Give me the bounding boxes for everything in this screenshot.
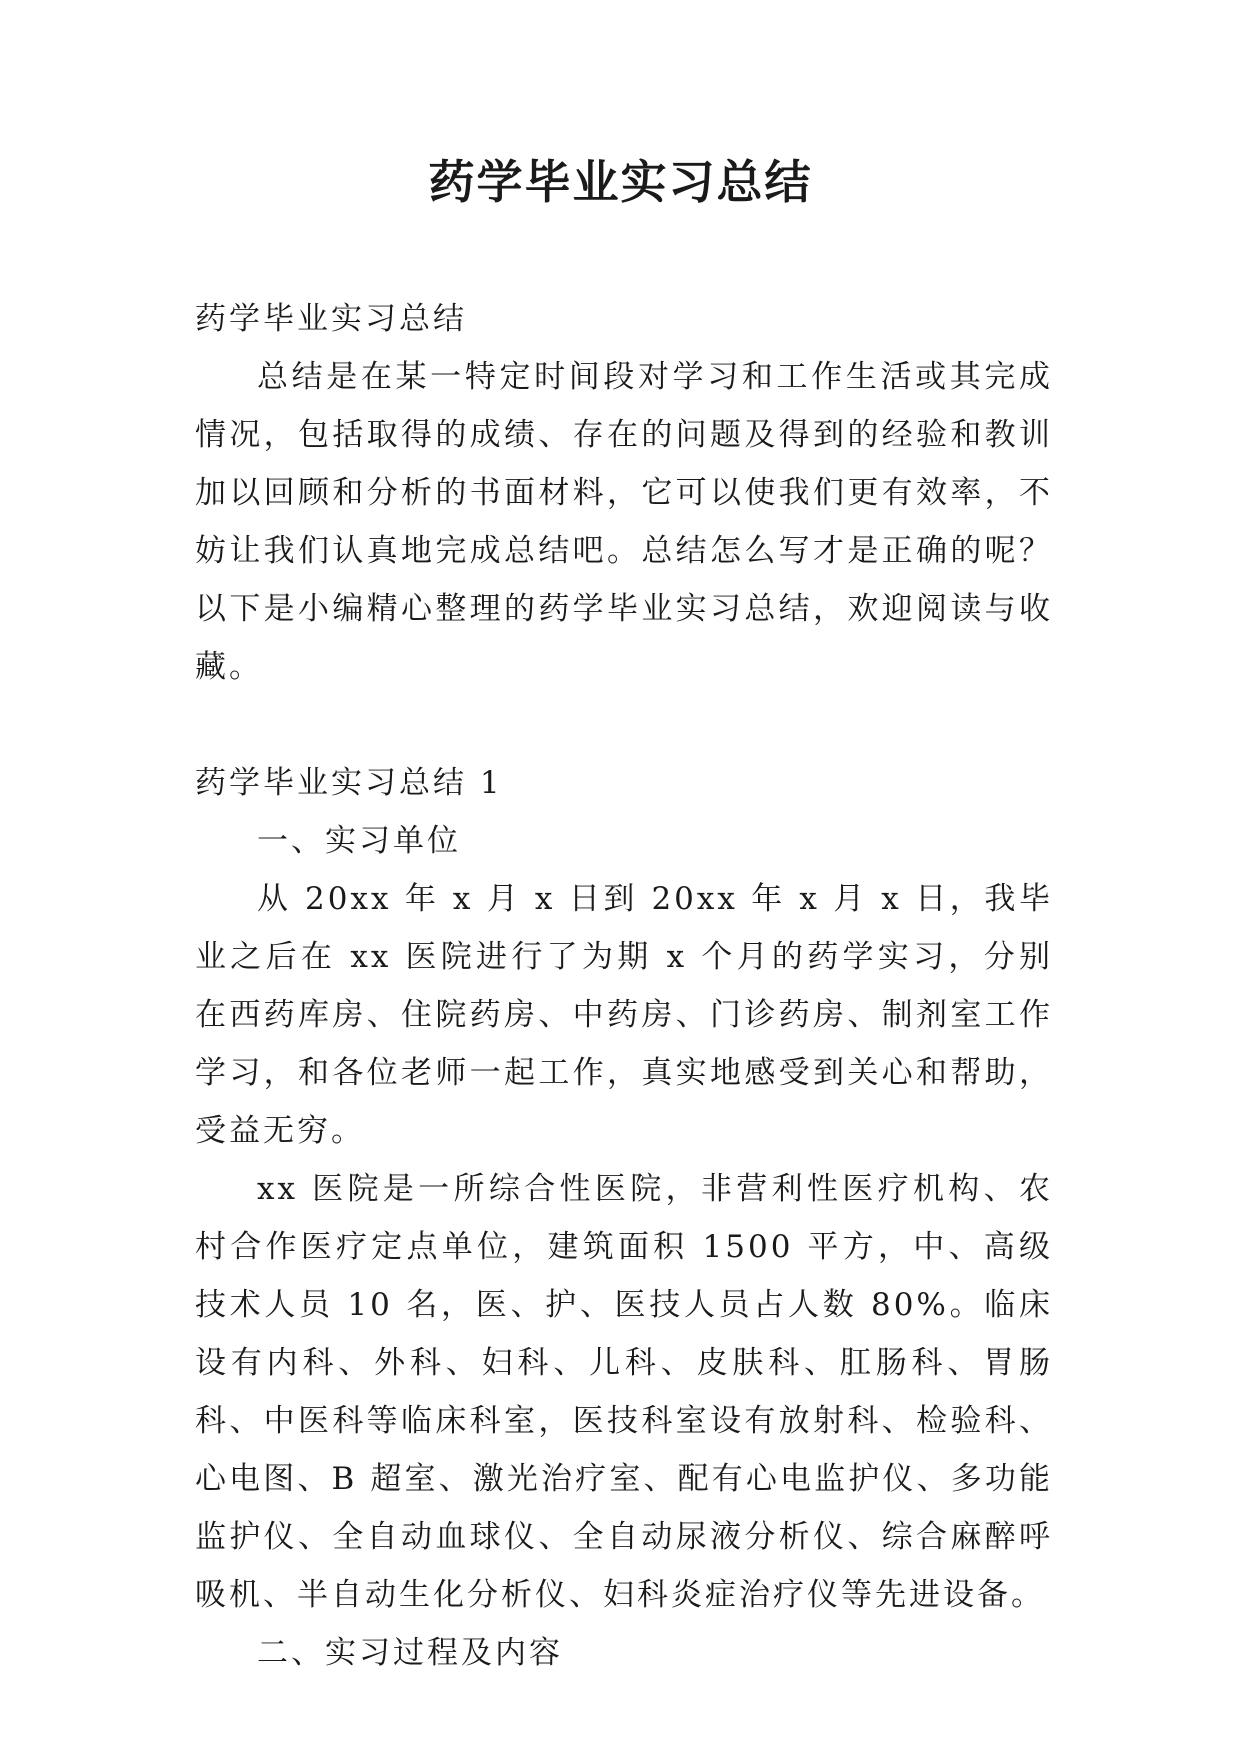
part-heading-2: 二、实习过程及内容 (257, 1635, 563, 1671)
intro-paragraph: 总结是在某一特定时间段对学习和工作生活或其完成情况，包括取得的成绩、存在的问题及得到的经验和教训加以回顾和分析的书面材料，它可以使我们更有效率，不妨让我们认真地完成总结吧。总结怎么写才是正确的呢？以下是小编精心整理的药学毕业实习总结，欢迎阅读与收藏。 (195, 359, 1053, 685)
document-title: 药学毕业实习总结 (428, 155, 813, 209)
document-subtitle: 药学毕业实习总结 (195, 301, 467, 337)
paragraph-2: xx 医院是一所综合性医院，非营利性医疗机构、农村合作医疗定点单位，建筑面积 1500 平方，中、高级技术人员 10 名，医、护、医技人员占人数 80%。临床设有内科、外科、妇科、儿科、皮肤科、肛肠科、胃肠科、中医科等临床科室，医技科室设有放射科、检验科、心电图、B 超室、激光治疗室、配有心电监护仪、多功能监护仪、全自动血球仪、全自动尿液分析仪、综合麻醉呼吸机、半自动生化分析仪、妇科炎症治疗仪等先进设备。 (195, 1171, 1053, 1613)
part-heading-1: 一、实习单位 (257, 823, 461, 859)
section-spacer (195, 696, 1053, 754)
paragraph-1: 从 20xx 年 x 月 x 日到 20xx 年 x 月 x 日，我毕业之后在 xx 医院进行了为期 x 个月的药学实习，分别在西药库房、住院药房、中药房、门诊药房、制剂室工作学习，和各位老师一起工作，真实地感受到关心和帮助，受益无穷。 (195, 881, 1053, 1149)
section-heading: 药学毕业实习总结 1 (195, 765, 503, 801)
document-body (195, 290, 1053, 1682)
